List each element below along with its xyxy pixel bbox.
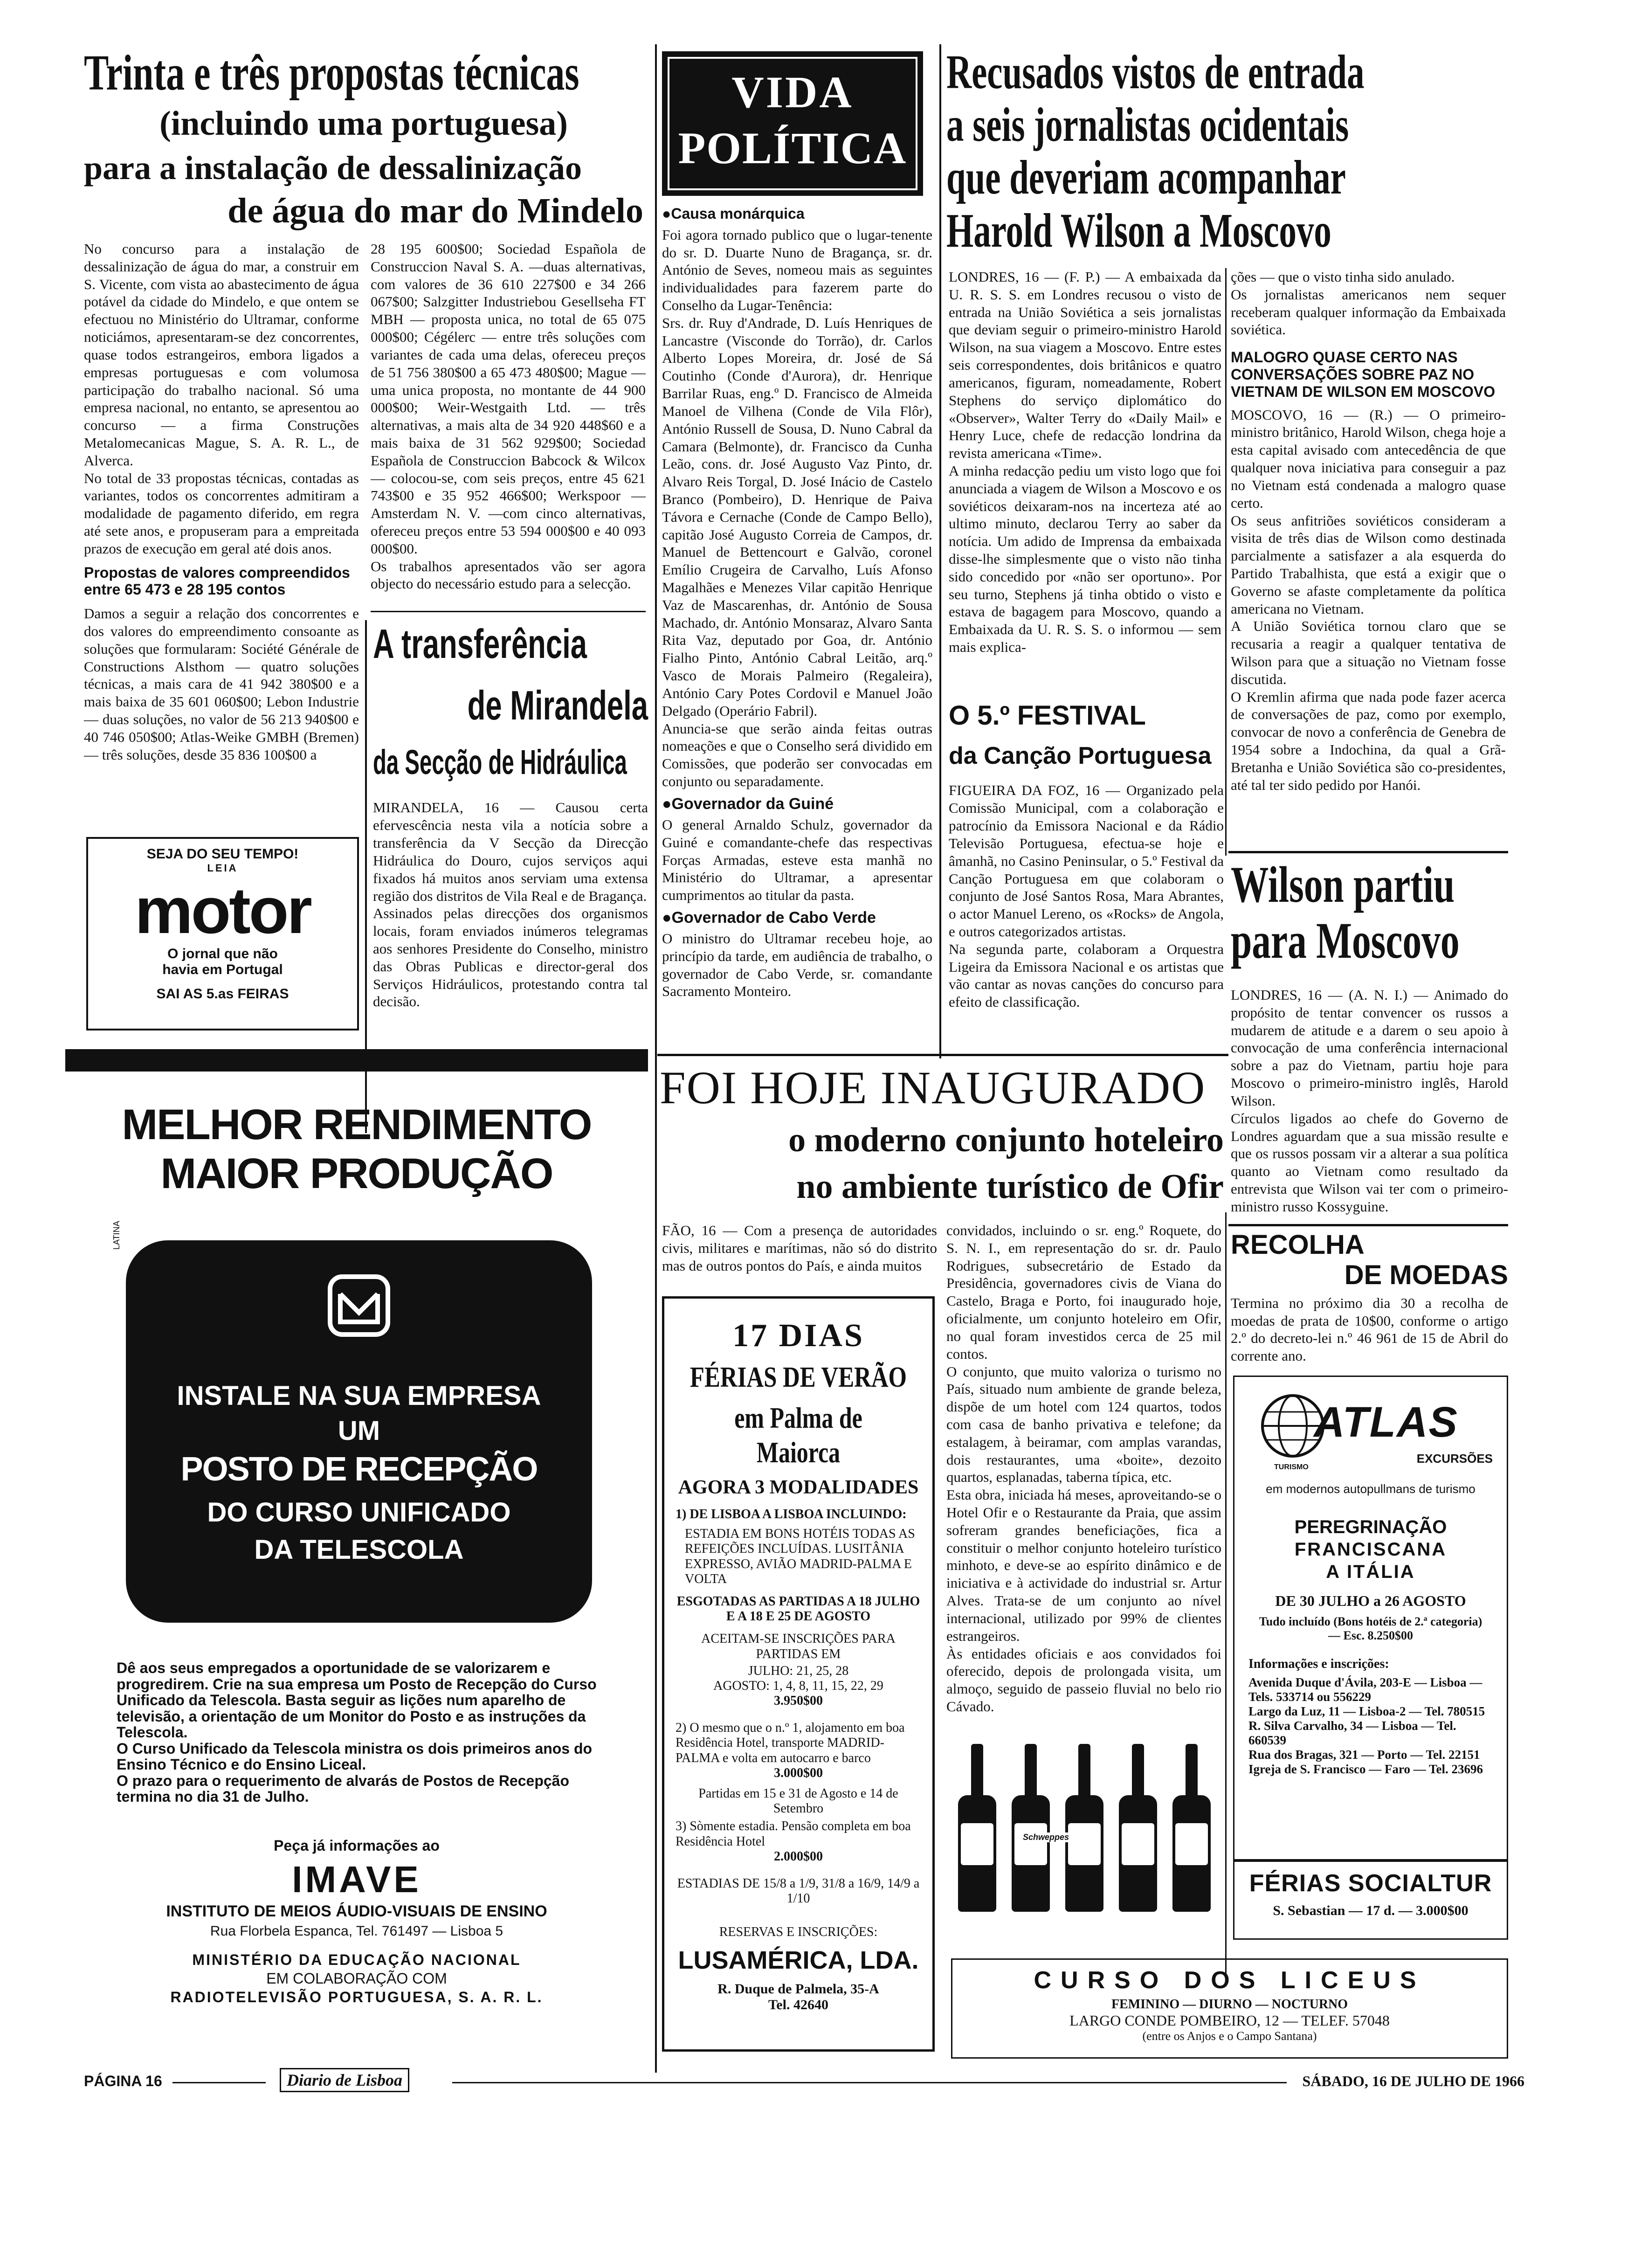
- column-rule-4: [1225, 268, 1227, 856]
- maiorca-ad: [662, 1296, 935, 2052]
- masthead-logo: Diario de Lisboa: [280, 2068, 409, 2092]
- desalination-title-4: de água do mar do Mindelo: [228, 191, 643, 230]
- telescola-box4: DO CURSO UNIFICADO: [207, 1497, 511, 1528]
- desalination-article: [84, 47, 643, 229]
- atlas-address-4: Rua dos Bragas, 321 — Porto — Tel. 22151: [1248, 1748, 1480, 1762]
- telescola-min3: RADIOTELEVISÃO PORTUGUESA, S. A. R. L.: [170, 1989, 543, 2005]
- telescola-info: Peça já informações ao: [274, 1837, 440, 1854]
- desalination-title-1: Trinta e três propostas técnicas: [84, 45, 579, 101]
- bottle-image: [1172, 1795, 1211, 1912]
- telescola-box2: UM: [338, 1416, 380, 1446]
- ofir-title2: o moderno conjunto hoteleiro: [788, 1121, 1224, 1159]
- motor-line4: havia em Portugal: [162, 962, 283, 977]
- liceus-title: CURSO DOS LICEUS: [1034, 1967, 1426, 1994]
- recolha-title1: RECOLHA: [1231, 1230, 1365, 1260]
- motor-line1: SEJA DO SEU TEMPO!: [146, 846, 299, 862]
- vida-politica-banner: [662, 51, 923, 196]
- wilson-visa-body-b2: MOSCOVO, 16 — (R.) — O primeiro-ministro britânico, Harold Wilson, chega hoje a esta capital avisado com antecedência de que qualquer nova iniciativa para conseguir a paz no Vietnam está condenada a malogro quase certo. Os seus anfitriões soviéticos consideram a visita de três dias de Wilson como destinada parcialmente a satisfazer a ala esquerda do Partido Trabalhista, que está a exigir que o Governo se afaste completamente da política americana no Vietnam. A União Soviética tornou claro que se recusaria a reagir a qualquer tentativa de Wilson para que a situação no Vietnam fosse discutida. O Kremlin afirma que nada pode fazer acerca de conversações de paz, como por exemplo, convocar de novo a conferência de Genebra de 1954 sobre a Indochina, da qual a Grã-Bretanha e União Soviética são co-presidentes, até tal ter sido pedido por Hanói.: [1231, 406, 1506, 793]
- ofir-body-b: convidados, incluindo o sr. eng.º Roquete, do S. N. I., em representação do sr. dr. Paulo Rodrigues, subsecretário de Estado da Presidência, governadores civis de Viana do Castelo, Braga e Porto, foi inaugurado hoje, oficialmente, um conjunto hoteleiro em Ofir, no qual foram investidos cerca de 25 mil contos. O conjunto, que muito valoriza o turismo no País, situado num ambiente de grande beleza, dispõe de um hotel com 124 quartos, todos com casa de banho privativa e telefone; da estalagem, à beiramar, com amplas varandas, dois restaurantes, uma «boite», dezoito quartos, esplanadas, taberna típica, etc. Esta obra, iniciada há meses, aproveitando-se o Hotel Ofir e o Restaurante da Praia, que assim sofreram grandes beneficiações, fica a constituir o melhor conjunto hoteleiro turístico minhoto, e deve-se ao espírito dinâmico e de iniciativa e à actividade do industrial sr. Artur Alves. Trata-se de um conjunto ao nível internacional, utilizado por 99% de clientes estrangeiros. Às entidades oficiais e aos convidados foi oferecido, depois de prolongada visita, um almoço, seguido de passeio fluvial no belo rio Cávado.: [946, 1222, 1221, 1715]
- mirandela-body: MIRANDELA, 16 — Causou certa efervescência nesta vila a notícia sobre a transferência da V Secção da Direcção Hidráulica do Douro, cujos serviços aqui fixados há muitos anos serviam uma extensa região dos distritos de Vila Real e de Bragança. Assinados pelas direcções dos organismos locais, foram enviados inúmeros telegramas aos senhores Presidente do Conselho, ministro das Obras Publicas e director-geral dos Serviços Hidráulicos, protestando contra tal decisão.: [373, 799, 648, 1010]
- telescola-min1: MINISTÉRIO DA EDUCAÇÃO NACIONAL: [192, 1951, 521, 1968]
- wilson-visa-subhead: MALOGRO QUASE CERTO NAS CONVERSAÇÕES SOBRE PAZ NO VIETNAM DE WILSON EM MOSCOVO: [1231, 349, 1496, 400]
- footer-rule: [172, 2082, 266, 2083]
- motor-line3: O jornal que não: [167, 946, 278, 961]
- motor-line5: SAI AS 5.as FEIRAS: [156, 986, 289, 1002]
- wilson-visa-article: [946, 47, 1552, 256]
- motor-line2: LEIA: [207, 862, 238, 874]
- atlas-excursoes: EXCURSÕES: [1416, 1452, 1493, 1466]
- motor-logo: motor: [135, 874, 310, 947]
- desalination-body-a2: Damos a seguir a relação dos concorrentes e dos valores do empreendimento consoante as soluções que formularam: Société Générale de Constructions Alsthom — quatro soluções técnicas, a mais cara de 41 942 380$00 e a mais baixa de 35 601 060$00; Lebon Industrie — duas soluções, no valor de 56 213 940$00 e 40 746 050$00; Atlas-Weike GMBH (Bremen) — três soluções, desde 35 836 100$00 a: [84, 605, 359, 763]
- divider: [1228, 1224, 1508, 1226]
- bottle-image: [958, 1795, 996, 1912]
- maiorca-ago: AGOSTO: 1, 4, 8, 11, 15, 22, 29: [713, 1678, 883, 1693]
- atlas-l7: Informações e inscrições:: [1248, 1657, 1389, 1671]
- mirandela-title-3: da Secção de Hidráulica: [373, 742, 627, 781]
- desalination-title-2: (incluindo uma portuguesa): [159, 104, 568, 143]
- divider: [1228, 851, 1508, 853]
- desalination-title-3: para a instalação de dessalinização: [84, 149, 582, 187]
- wilson-partiu-title2: para Moscovo: [1231, 912, 1460, 969]
- wilson-partiu-article: [1231, 858, 1508, 1216]
- festival-title2: da Canção Portuguesa: [949, 742, 1212, 769]
- footer: [84, 2068, 1524, 2096]
- maiorca-l3: em Palma de Maiorca: [734, 1401, 862, 1469]
- wilson-partiu-body: LONDRES, 16 — (A. N. I.) — Animado do propósito de tentar convencer os russos a mudarem de atitude e a darem o seu apoio à convocação de uma conferência internacional sobre a paz do Vietnam, partiu hoje para Moscovo o primeiro-ministro inglês, Harold Wilson. Círculos ligados ao chefe do Governo de Londres aguardam que a sua missão resulte e que os russos possam vir a alterar a sua política quanto ao Vietnam como resultado da entrevista que Wilson vai ter com o primeiro-ministro russo Kossyguine.: [1231, 987, 1508, 1215]
- column-rule-2: [939, 44, 941, 1058]
- atlas-turismo: TURISMO: [1274, 1463, 1309, 1471]
- telescola-address: Rua Florbela Espanca, Tel. 761497 — Lisboa 5: [210, 1923, 503, 1939]
- maiorca-part: Partidas em 15 e 31 de Agosto e 14 de Setembro: [698, 1786, 898, 1816]
- maiorca-m3: 3) Sòmente estadia. Pensão completa em boa Residência Hotel: [676, 1819, 911, 1849]
- maiorca-p2: 3.000$00: [774, 1765, 823, 1780]
- vida-politica-title2: POLÍTICA: [678, 123, 907, 173]
- atlas-ad: [1233, 1376, 1508, 1860]
- bottle-image: [1119, 1795, 1157, 1912]
- governador-cabo-verde-body: O ministro do Ultramar recebeu hoje, ao princípio da tarde, em audiência de trabalho, o governador de Cabo Verde, sr. comandante Sacramento Monteiro.: [662, 930, 932, 1000]
- motor-ad: [86, 837, 359, 1030]
- maiorca-l1: 17 DIAS: [732, 1318, 864, 1354]
- festival-article: [949, 702, 1224, 1011]
- atlas-l4: A ITÁLIA: [1326, 1562, 1415, 1582]
- maiorca-res: RESERVAS E INSCRIÇÕES:: [719, 1925, 878, 1940]
- governador-guine-head: ● Governador da Guiné: [662, 795, 932, 813]
- liceus-l3: (entre os Anjos e o Campo Santana): [1142, 2029, 1317, 2043]
- telescola-top-bar: [65, 1049, 648, 1072]
- maiorca-company: LUSAMÉRICA, LDA.: [678, 1946, 919, 1974]
- telescola-head2: MAIOR PRODUÇÃO: [160, 1150, 553, 1197]
- bottle-image: [1065, 1795, 1103, 1912]
- socialtur-title: FÉRIAS SOCIALTUR: [1249, 1870, 1492, 1897]
- maiorca-acc: ACEITAM-SE INSCRIÇÕES PARA PARTIDAS EM: [701, 1632, 896, 1661]
- mirandela-title-1: A transferência: [373, 621, 587, 667]
- wilson-visa-title4: Harold Wilson a Moscovo: [946, 203, 1331, 257]
- desalination-col-b: [371, 240, 646, 593]
- socialtur-ad: [1233, 1860, 1508, 1940]
- festival-body: FIGUEIRA DA FOZ, 16 — Organizado pela Comissão Municipal, com a colaboração e patrocínio da Emissora Nacional e da Rádio Televisão Portuguesa, efectua-se hoje e âmanhã, no Casino Peninsular, o 5.º Festival da Canção Portuguesa em que colaboram o conjunto de José Santos Rosa, Mara Abrantes, o actor Manuel Lereno, os «Rocks» de Angola, e outros categorizados artistas. Na segunda parte, colaboram a Orquestra Ligeira da Emissora Nacional e os artistas que vão cantar as novas canções do concurso para efeito de classificação.: [949, 782, 1224, 1010]
- schweppes-brand: Schweppes: [1021, 1832, 1071, 1842]
- liceus-l2: LARGO CONDE POMBEIRO, 12 — TELEF. 57048: [1069, 2012, 1390, 2029]
- causa-monarquica-head: ● Causa monárquica: [662, 205, 932, 222]
- column-rule-3: [1225, 1212, 1227, 1977]
- telescola-inst: INSTITUTO DE MEIOS ÁUDIO-VISUAIS DE ENSINO: [166, 1902, 547, 1920]
- liceus-l1: FEMININO — DIURNO — NOCTURNO: [1111, 1997, 1348, 2012]
- maiorca-l4: AGORA 3 MODALIDADES: [678, 1477, 919, 1498]
- ofir-col-b: [946, 1222, 1221, 1715]
- ofir-title1: FOI HOJE INAUGURADO: [660, 1062, 1206, 1113]
- vida-politica-title1: VIDA: [731, 67, 854, 117]
- desalination-col-a: [84, 240, 359, 764]
- atlas-address-1: Avenida Duque d'Ávila, 203-E — Lisboa — Tels. 533714 ou 556229: [1248, 1675, 1482, 1704]
- footer-rule: [452, 2082, 1287, 2083]
- telescola-brand: IMAVE: [292, 1859, 421, 1900]
- atlas-l2: PEREGRINAÇÃO: [1294, 1517, 1447, 1537]
- telescola-logo-icon: [326, 1273, 392, 1338]
- atlas-l3: FRANCISCANA: [1294, 1539, 1447, 1560]
- governador-cabo-verde-head: ● Governador de Cabo Verde: [662, 909, 932, 927]
- maiorca-m1: 1) DE LISBOA A LISBOA INCLUINDO:: [676, 1507, 907, 1521]
- telescola-box3: POSTO DE RECEPÇÃO: [180, 1451, 538, 1488]
- socialtur-line: S. Sebastian — 17 d. — 3.000$00: [1273, 1903, 1469, 1918]
- vida-politica-body: [662, 205, 932, 1000]
- maiorca-p1: 3.950$00: [774, 1694, 823, 1708]
- maiorca-tel: Tel. 42640: [768, 1997, 828, 2012]
- desalination-subhead: Propostas de valores compreendidos entre 65 473 e 28 195 contos: [84, 564, 350, 598]
- desalination-body-b: 28 195 600$00; Sociedad Española de Construccion Naval S. A. —duas alternativas, com valores de 36 610 227$00 e 34 266 067$00; Salzgitter Industriebou Gesellseha FT MBH — proposta unica, no total de 65 075 000$00; Cégélerc — entre três soluções com variantes de cada uma delas, ofereceu preços de 51 756 380$00 a 65 473 480$00; Mague — uma unica proposta, no montante de 44 900 000$00; Weir-Westgaith Ltd. — três alternativas, a mais alta de 34 920 448$60 e a mais baixa de 31 562 929$00; Sociedad Española de Construccion Babcock & Wilcox — colocou-se, com seis preços, entre 45 621 743$00 e 35 952 466$00; Werkspoor — Amsterdam N. V. —com cinco alternativas, ofereceu preços entre 53 594 000$00 e 40 093 000$00. Os trabalhos apresentados vão ser agora objecto do necessário estudo para a selecção.: [371, 241, 646, 592]
- ofir-article: [660, 1063, 1224, 1205]
- wilson-visa-title2: a seis jornalistas ocidentais: [946, 98, 1349, 152]
- telescola-body: Dê aos seus empregados a oportunidade de se valorizarem e progredirem. Crie na sua empresa um Posto de Recepção do Curso Unificado da Telescola. Basta seguir as lições num aparelho de televisão, a orientação de um Monitor do Posto e as instruções da Telescola. O Curso Unificado da Telescola ministra os dois primeiros anos do Ensino Técnico e do Ensino Liceal. O prazo para o requerimento de alvarás de Postos de Recepção termina no dia 31 de Julho.: [117, 1660, 597, 1805]
- ofir-title3: no ambiente turístico de Ofir: [796, 1167, 1224, 1206]
- maiorca-m2: 2) O mesmo que o n.º 1, alojamento em boa Residência Hotel, transporte MADRID-PALMA e volta em autocarro e barco: [676, 1721, 905, 1765]
- maiorca-est: ESTADIAS DE 15/8 a 1/9, 31/8 a 16/9, 14/9 a 1/10: [677, 1876, 920, 1906]
- maiorca-l2: FÉRIAS DE VERÃO: [689, 1362, 907, 1393]
- telescola-box1: INSTALE NA SUA EMPRESA: [177, 1381, 541, 1411]
- footer-page-number: PÁGINA 16: [84, 2073, 162, 2089]
- recolha-body: Termina no próximo dia 30 a recolha de moedas de prata de 10$00, conforme o artigo 2.º do decreto-lei n.º 46 961 de 15 de Abril do corrente ano.: [1231, 1294, 1508, 1364]
- causa-monarquica-body: Foi agora tornado publico que o lugar-tenente do sr. D. Duarte Nuno de Bragança, sr. dr. António de Seves, nomeou mais as seguintes individualidades para fazerem parte do Conselho da Lugar-Tenência: Srs. dr. Ruy d'Andrade, D. Luís Henriques de Lancastre (Visconde do Torrão), dr. Carlos Alberto Lopes Moreira, dr. José de Sá Coutinho (Conde d'Aurora), dr. Henrique Barrilar Ruas, eng.º D. Francisco de Almeida Manoel de Vilhena (Conde de Vila Flôr), António Russell de Sousa, D. Nuno Cabral da Camara (Belmonte), dr. Francisco da Cunha Leão, cons. dr. José Augusto Vaz Pinto, dr. Alvaro Reis Torgal, D. José Inácio de Castelo Branco (Pombeiro), D. Henrique de Paiva Távora e Cernache (Conde de Campo Bello), capitão José Augusto Correia de Campos, dr. Manuel de Bettencourt e Galvão, coronel Emílio Crugeira de Carvalho, Luís Afonso Magalhães e Menezes Vilar capitão Henrique Vaz de Mascarenhas, dr. António de Sousa Machado, dr. António Monsaraz, Alvaro Santa Rita Vaz, deputado por Goa, dr. António Fialho Pinto, António Cabral Leitão, arq.º Vasco de Morais Palmeiro (Regaleira), António Cary Potes Cordovil e Manuel João Delgado (Operário Fabril). Anuncia-se que serão ainda feitas outras nomeações e que o Conselho será dividido em Comissões, que poderão ser convocadas em conjunto ou separadamente.: [662, 226, 932, 789]
- footer-date: SÁBADO, 16 DE JULHO DE 1966: [1302, 2073, 1524, 2089]
- telescola-black-box: [126, 1240, 592, 1623]
- recolha-article: [1231, 1231, 1508, 1365]
- column-rule-1: [655, 44, 657, 2073]
- atlas-logo: ATLAS: [1314, 1398, 1458, 1446]
- telescola-box5: DA TELESCOLA: [254, 1535, 464, 1565]
- maiorca-jul: JULHO: 21, 25, 28: [748, 1663, 849, 1678]
- divider: [371, 611, 646, 612]
- telescola-head1: MELHOR RENDIMENTO: [122, 1101, 592, 1148]
- liceus-ad: [951, 1958, 1508, 2059]
- desalination-body-a: No concurso para a instalação de dessalinização de água do mar, a construir em S. Vicente, com vista ao abastecimento de água potável da cidade do Mindelo, e que ontem se efectuou no Ministério do Ultramar, conforme noticiámos, apresentaram-se dez concorrentes, quase todos estrangeiros, embora ligados a empresas portuguesas e com volumosa participação do trabalho nacional. Só uma empresa nacional, no entanto, se apresentou ao concurso — a firma Construções Metalomecanicas Mague, S. A. R. L., de Alverca. No total de 33 propostas técnicas, contadas as variantes, todos os concorrentes admitiram a modalidade de pagamento diferido, em regra até sete anos, e propuseram para a empreitada prazos de execução em geral até dois anos.: [84, 241, 359, 557]
- atlas-l5: DE 30 JULHO a 26 AGOSTO: [1275, 1592, 1466, 1609]
- maiorca-addr: R. Duque de Palmela, 35-A: [717, 1981, 879, 1997]
- mirandela-article: [373, 622, 648, 1010]
- atlas-address-3: R. Silva Carvalho, 34 — Lisboa — Tel. 660539: [1248, 1719, 1456, 1748]
- divider: [657, 1054, 1228, 1056]
- festival-title1: O 5.º FESTIVAL: [949, 700, 1146, 731]
- atlas-address-5: Igreja de S. Francisco — Faro — Tel. 23696: [1248, 1762, 1483, 1777]
- wilson-visa-col-a: [949, 268, 1221, 656]
- wilson-visa-body-a: LONDRES, 16 — (F. P.) — A embaixada da U. R. S. S. em Londres recusou o visto de entrada na União Soviética a seis jornalistas que deviam seguir o primeiro-ministro Harold Wilson, na sua viagem a Moscovo. Entre estes seis correspondentes, dois britânicos e quatro americanos, figuram, nomeadamente, Robert Stephens do serviço diplomático do «Observer», Walter Terry do «Daily Mail» e Henry Luce, chefe de redacção londrina da revista americana «Time». A minha redacção pediu um visto logo que foi anunciada a viagem de Wilson a Moscovo e os soviéticos deixaram-nos na incerteza até ao ultimo minuto, declarou Terry ao saber da notícia. Um adido de Imprensa da embaixada disse-lhe simplesmente que o visto não tinha sido concedido por «não ser oportuno». Por seu turno, Stephens já tinha obtido o visto e estava de bagagem para Moscovo, quando a Embaixada da U. R. S. S. o informou — sem mais explica-: [949, 269, 1221, 656]
- ofir-col-a: [662, 1222, 937, 1274]
- recolha-title2: DE MOEDAS: [1344, 1259, 1508, 1290]
- wilson-visa-col-b: [1231, 268, 1506, 794]
- telescola-min2: EM COLABORAÇÃO COM: [266, 1970, 447, 1987]
- wilson-partiu-title1: Wilson partiu: [1231, 856, 1455, 913]
- wilson-visa-body-b: ções — que o visto tinha sido anulado. Os jornalistas americanos nem sequer receberam qualquer informação da Embaixada soviética.: [1231, 269, 1506, 338]
- governador-guine-body: O general Arnaldo Schulz, governador da Guiné e comandante-chefe das respectivas Forças Armadas, esteve esta manhã no Ministério do Ultramar, a apresentar cumprimentos ao titular da pasta.: [662, 816, 932, 904]
- atlas-address-2: Largo da Luz, 11 — Lisboa-2 — Tel. 780515: [1248, 1704, 1485, 1719]
- telescola-side-label: LATINA: [112, 1221, 121, 1250]
- ofir-body-a: FÃO, 16 — Com a presença de autoridades civis, militares e marítimas, não só do distrito mas de outros pontos do País, e ainda muitos: [662, 1222, 937, 1274]
- mirandela-title-2: de Mirandela: [467, 682, 648, 729]
- telescola-ad: [65, 1072, 648, 2033]
- atlas-l6: Tudo incluído (Bons hotéis de 2.ª categoria) — Esc. 8.250$00: [1259, 1615, 1482, 1642]
- wilson-visa-title3: que deveriam acompanhar: [946, 151, 1346, 205]
- bottle-image: [1012, 1795, 1050, 1912]
- maiorca-m1b: ESTADIA EM BONS HOTÉIS TODAS AS REFEIÇÕES INCLUÍDAS. LUSITÂNIA EXPRESSO, AVIÃO MADRID-PALMA E VOLTA: [685, 1527, 915, 1586]
- maiorca-p3: 2.000$00: [774, 1849, 823, 1864]
- schweppes-ad: [951, 1735, 1221, 1921]
- atlas-l1: em modernos autopullmans de turismo: [1266, 1482, 1476, 1496]
- maiorca-esg: ESGOTADAS AS PARTIDAS A 18 JULHO E A 18 E 25 DE AGOSTO: [676, 1594, 920, 1624]
- wilson-visa-title1: Recusados vistos de entrada: [946, 45, 1365, 99]
